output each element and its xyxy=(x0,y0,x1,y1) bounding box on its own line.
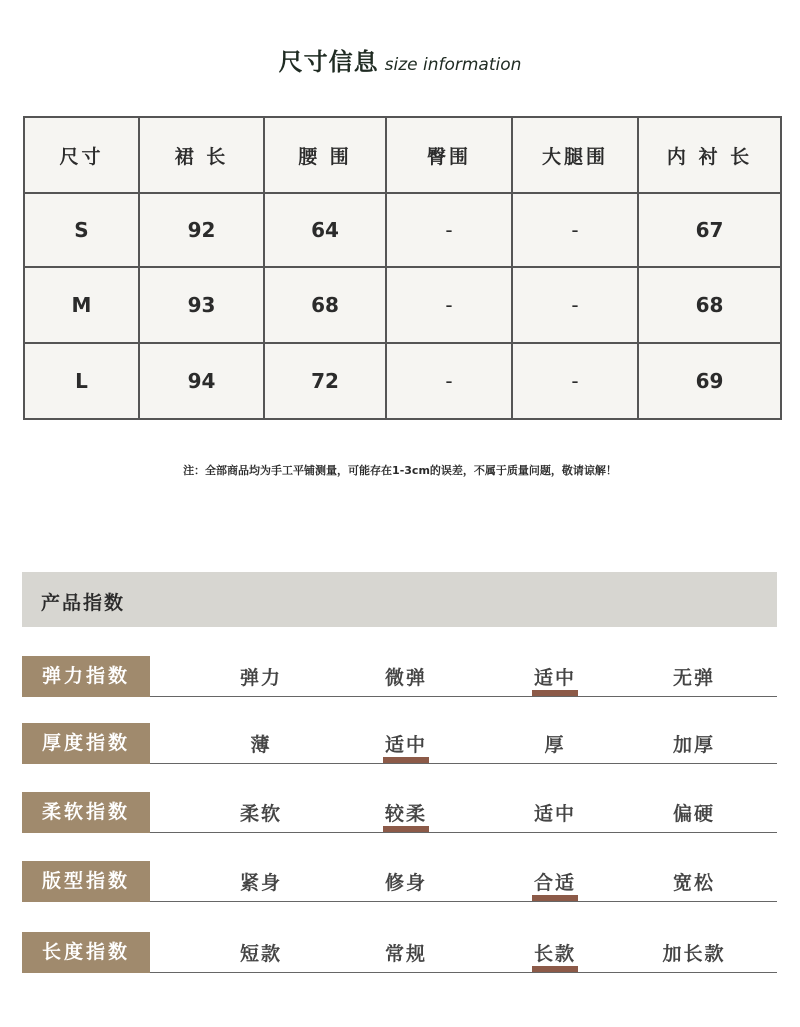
size-table xyxy=(23,116,782,420)
page-title xyxy=(0,42,800,77)
table-cell: - xyxy=(386,193,512,267)
table-cell: M xyxy=(24,267,139,343)
product-index-header xyxy=(22,572,777,627)
column-header: 裙 长 xyxy=(139,117,264,193)
index-row xyxy=(22,861,777,902)
table-cell: - xyxy=(512,193,638,267)
index-option: 无弹 xyxy=(672,667,715,689)
table-cell: 93 xyxy=(139,267,264,343)
index-option: 厚 xyxy=(544,734,566,756)
table-row xyxy=(24,267,781,343)
index-row xyxy=(22,723,777,764)
table-cell: 64 xyxy=(264,193,386,267)
selected-marker xyxy=(532,895,578,901)
column-header: 腰 围 xyxy=(264,117,386,193)
table-row xyxy=(24,193,781,267)
index-row-label: 弹力指数 xyxy=(22,656,150,697)
column-header: 大腿围 xyxy=(512,117,638,193)
index-row-label: 柔软指数 xyxy=(22,792,150,833)
index-option: 紧身 xyxy=(239,872,282,894)
title-zh: 尺寸信息 xyxy=(278,48,379,76)
table-cell: - xyxy=(512,343,638,419)
index-option: 宽松 xyxy=(672,872,715,894)
table-row xyxy=(24,343,781,419)
index-row-divider xyxy=(150,763,777,764)
measurement-note: 注：全部商品均为手工平铺测量，可能存在1-3cm的误差，不属于质量问题，敬请谅解！ xyxy=(183,464,617,477)
index-option: 柔软 xyxy=(239,803,282,825)
index-row xyxy=(22,932,777,973)
index-row-label: 厚度指数 xyxy=(22,723,150,764)
table-header-row xyxy=(24,117,781,193)
column-header: 内 衬 长 xyxy=(638,117,781,193)
index-row-divider xyxy=(150,832,777,833)
index-row-divider xyxy=(150,972,777,973)
index-option: 薄 xyxy=(250,734,272,756)
column-header: 尺寸 xyxy=(24,117,139,193)
index-row-label: 版型指数 xyxy=(22,861,150,902)
product-index-title: 产品指数 xyxy=(41,592,126,614)
index-option: 适中 xyxy=(384,734,427,756)
index-row-divider xyxy=(150,901,777,902)
index-row-label: 长度指数 xyxy=(22,932,150,973)
selected-marker xyxy=(383,826,429,832)
table-cell: - xyxy=(386,267,512,343)
index-option: 修身 xyxy=(384,872,427,894)
index-option: 偏硬 xyxy=(672,803,715,825)
index-option: 较柔 xyxy=(384,803,427,825)
title-en: size information xyxy=(384,55,522,75)
index-row xyxy=(22,792,777,833)
index-row xyxy=(22,656,777,697)
table-cell: 67 xyxy=(638,193,781,267)
index-option: 合适 xyxy=(533,872,576,894)
index-option: 常规 xyxy=(384,943,427,965)
index-option: 短款 xyxy=(239,943,282,965)
selected-marker xyxy=(383,757,429,763)
index-option: 适中 xyxy=(533,803,576,825)
index-option: 微弹 xyxy=(384,667,427,689)
table-cell: 68 xyxy=(638,267,781,343)
index-option: 长款 xyxy=(533,943,576,965)
index-row-divider xyxy=(150,696,777,697)
table-cell: - xyxy=(512,267,638,343)
selected-marker xyxy=(532,690,578,696)
column-header: 臀围 xyxy=(386,117,512,193)
table-cell: - xyxy=(386,343,512,419)
selected-marker xyxy=(532,966,578,972)
index-option: 加长款 xyxy=(662,943,726,965)
table-cell: 72 xyxy=(264,343,386,419)
table-cell: L xyxy=(24,343,139,419)
table-cell: 68 xyxy=(264,267,386,343)
table-cell: S xyxy=(24,193,139,267)
index-option: 弹力 xyxy=(239,667,282,689)
table-cell: 69 xyxy=(638,343,781,419)
index-option: 适中 xyxy=(533,667,576,689)
table-cell: 92 xyxy=(139,193,264,267)
index-option: 加厚 xyxy=(672,734,715,756)
table-cell: 94 xyxy=(139,343,264,419)
